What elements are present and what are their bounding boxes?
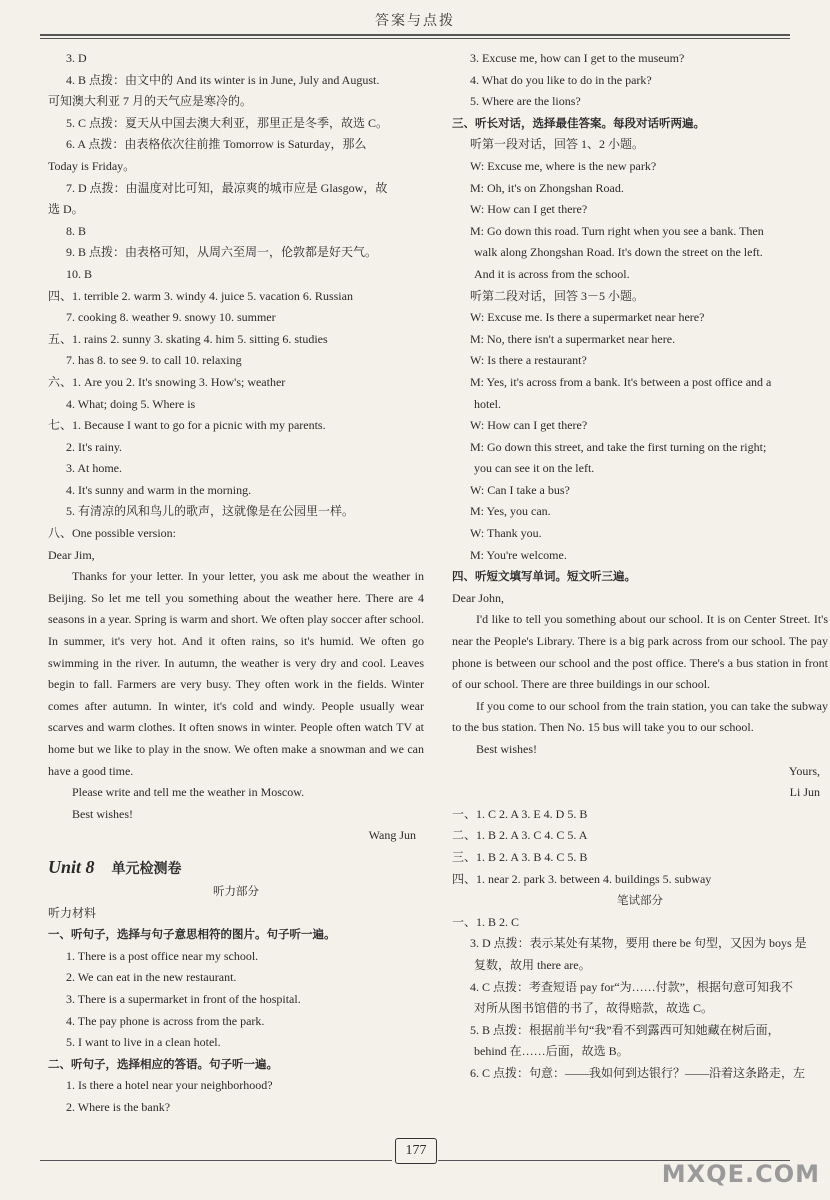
right-line: Dear John,: [452, 590, 504, 605]
listening-material-label: 听力材料: [48, 905, 97, 920]
right-line: 4. What do you like to do in the park?: [470, 72, 652, 87]
right-line: 3. Excuse me, how can I get to the museum?: [470, 51, 685, 65]
right2-line: 3. D 点拨：表示某处有某物，要用 there be 句型，又因为 boys 是: [470, 936, 807, 951]
right-line: you can see it on the left.: [474, 461, 595, 476]
left-line: 五、1. rains 2. sunny 3. skating 4. him 5. sitting 6. studies: [48, 331, 328, 346]
right-line: W: How can I get there?: [470, 418, 588, 433]
left2-line: 4. The pay phone is across from the park.: [66, 1013, 265, 1028]
right2-line: 4. C 点拨：考查短语 pay for“为……付款”，根据句意可知我不: [470, 979, 793, 994]
left-line: 7. D 点拨：由温度对比可知，最凉爽的城市应是 Glasgow，故: [66, 180, 388, 195]
letter-right-body-2: If you come to our school from the train station, you can take the subway to the bus station. Then No. 15 bus will take you to our school.: [452, 698, 828, 735]
right-line: 5. Where are the lions?: [470, 94, 581, 109]
right2-line: 复数，故用 there are。: [474, 957, 591, 972]
right2-line: 对所从图书馆借的书了，故得赔款，故选 C。: [474, 1001, 714, 1016]
left2-line: 1. Is there a hotel near your neighborhood?: [66, 1078, 273, 1093]
letter-right-close: Best wishes!: [476, 742, 537, 756]
right-line: W: Can I take a bus?: [470, 482, 570, 497]
right2-line: 一、1. B 2. C: [452, 914, 520, 929]
left-line: 3. At home.: [66, 461, 122, 476]
letter-left-body: Thanks for your letter. In your letter, you ask me about the weather in Beijing. So let me tell you something about the weather here. There are 4 seasons in a year. Spring is warm and short. We often play soccer after school. In summer, it's very hot. And it often rains, so it's humid. We often go swimming in the river. In autumn, the weather is very dry and cool. Leaves begin to fall. Farmers are very busy. They often work in the fields. Winter comes after autumn. In winter, it's cold and windy. People usually wear scarves and warm clothes. It often snows in winter. People often watch TV at home but we like to play in the snow. We often make a snowman and we can have a good time.: [48, 569, 424, 778]
letter-right-sign-1: Yours,: [788, 763, 820, 778]
left-line: 4. It's sunny and warm in the morning.: [66, 482, 252, 497]
left2-line: 3. There is a supermarket in front of the hospital.: [66, 991, 301, 1006]
letter-left-close-1: Please write and tell me the weather in Moscow.: [72, 785, 305, 800]
left-line: 5. C 点拨：夏天从中国去澳大利亚，那里正是冬季，故选 C。: [66, 115, 389, 130]
right-line: M: Go down this road. Turn right when you see a bank. Then: [470, 223, 764, 238]
right-column: [452, 48, 828, 1085]
right-line: walk along Zhongshan Road. It's down the street on the left.: [474, 245, 763, 260]
left-answer-lines: [48, 48, 424, 566]
header-rule: [40, 34, 790, 39]
unit-subtitle: 单元检测卷: [111, 860, 182, 877]
right-line: W: Excuse me. Is there a supermarket near here?: [470, 310, 705, 325]
left-line: 八、One possible version:: [48, 526, 176, 541]
left2-line: 5. I want to live in a clean hotel.: [66, 1035, 221, 1050]
left2-line: 2. We can eat in the new restaurant.: [66, 970, 237, 985]
left2-line: 一、听句子，选择与句子意思相符的图片。句子听一遍。: [48, 927, 336, 942]
listening-heading: 听力部分: [213, 883, 259, 898]
listening-lines: [48, 924, 424, 1118]
left2-line: 1. There is a post office near my school.: [66, 948, 259, 963]
left-line: 四、1. terrible 2. warm 3. windy 4. juice 5. vacation 6. Russian: [48, 288, 353, 303]
right-line: W: Thank you.: [470, 526, 542, 541]
answer-line: 三、1. B 2. A 3. B 4. C 5. B: [452, 849, 588, 864]
right-line: W: Is there a restaurant?: [470, 353, 587, 368]
page-number: 177: [395, 1138, 437, 1164]
right-line: 听第一段对话，回答 1、2 小题。: [470, 137, 645, 152]
unit-title: Unit 8: [48, 856, 95, 877]
answer-line: 二、1. B 2. A 3. C 4. C 5. A: [452, 828, 588, 843]
left-line: 六、1. Are you 2. It's snowing 3. How's; weather: [48, 374, 286, 389]
left-line: 可知澳大利亚 7 月的天气应是寒冷的。: [48, 94, 253, 109]
letter-left-close-2: Best wishes!: [72, 806, 133, 821]
right-line: M: Go down this street, and take the first turning on the right;: [470, 439, 767, 454]
left-line: 7. cooking 8. weather 9. snowy 10. summer: [66, 310, 276, 325]
writing-heading: 笔试部分: [617, 893, 663, 908]
right-line: And it is across from the school.: [474, 266, 630, 281]
right-line: hotel.: [474, 396, 501, 411]
right-line: M: Yes, you can.: [470, 504, 551, 519]
left-line: 5. 有清凉的风和鸟儿的歌声，这就像是在公园里一样。: [66, 504, 355, 519]
right-line: M: You're welcome.: [470, 547, 567, 562]
left-line: 2. It's rainy.: [66, 439, 123, 454]
left-line: 6. A 点拨：由表格依次往前推 Tomorrow is Saturday，那么: [66, 137, 367, 152]
left-line: 4. What; doing 5. Where is: [66, 396, 196, 411]
right-line: 听第二段对话，回答 3－5 小题。: [470, 288, 645, 303]
left-line: Dear Jim,: [48, 547, 95, 562]
right-line: 四、听短文填写单词。短文听三遍。: [452, 569, 636, 584]
right-line: M: Yes, it's across from a bank. It's between a post office and a: [470, 374, 772, 389]
letter-left-signature: Wang Jun: [368, 828, 416, 843]
right-line: W: How can I get there?: [470, 202, 588, 217]
left-line: 7. has 8. to see 9. to call 10. relaxing: [66, 353, 242, 368]
left-line: 4. B 点拨：由文中的 And its winter is in June, July and August.: [66, 72, 380, 87]
left-line: 选 D。: [48, 202, 84, 217]
left-line: 10. B: [66, 266, 93, 281]
left-line: 9. B 点拨：由表格可知，从周六至周一，伦敦都是好天气。: [66, 245, 378, 260]
left-line: 3. D: [66, 51, 87, 65]
left-line: 8. B: [66, 223, 87, 238]
right2-line: 5. B 点拨：根据前半句“我”看不到露西可知她藏在树后面，: [470, 1022, 780, 1037]
left-line: 七、1. Because I want to go for a picnic with my parents.: [48, 418, 326, 433]
watermark-logo: MXQE.COM: [661, 1160, 820, 1188]
left2-line: 2. Where is the bank?: [66, 1099, 171, 1114]
writing-answer-lines: [452, 912, 828, 1085]
footer-rule-left: [40, 1160, 392, 1161]
letter-right-body-1: I'd like to tell you something about our school. It is on Center Street. It's near the People's Library. There is a big park across from our school. The pay phone is between our school and the post office. There's a bus station in front of our school. There are three buildings in our school.: [452, 612, 828, 692]
page-header: [0, 0, 830, 40]
right-line: M: No, there isn't a supermarket near here.: [470, 331, 676, 346]
right-line: W: Excuse me, where is the new park?: [470, 158, 657, 173]
unit-heading: [48, 853, 424, 881]
right2-line: 6. C 点拨：句意：——我如何到达银行？——沿着这条路走，左: [470, 1065, 806, 1080]
letter-right-sign-2: Li Jun: [789, 785, 820, 800]
left-column: [48, 48, 424, 1119]
left2-line: 二、听句子，选择相应的答语。句子听一遍。: [48, 1056, 278, 1071]
answer-line: 一、1. C 2. A 3. E 4. D 5. B: [452, 806, 588, 821]
answer-line: 四、1. near 2. park 3. between 4. buildings 5. subway: [452, 871, 712, 886]
right2-line: behind 在……后面，故选 B。: [474, 1044, 629, 1059]
left-line: Today is Friday。: [48, 158, 136, 173]
right-dialogue-lines: [452, 48, 828, 609]
right-line: M: Oh, it's on Zhongshan Road.: [470, 180, 624, 195]
right-line: 三、听长对话，选择最佳答案。每段对话听两遍。: [452, 115, 705, 130]
header-title: 答案与点拨: [375, 14, 455, 29]
